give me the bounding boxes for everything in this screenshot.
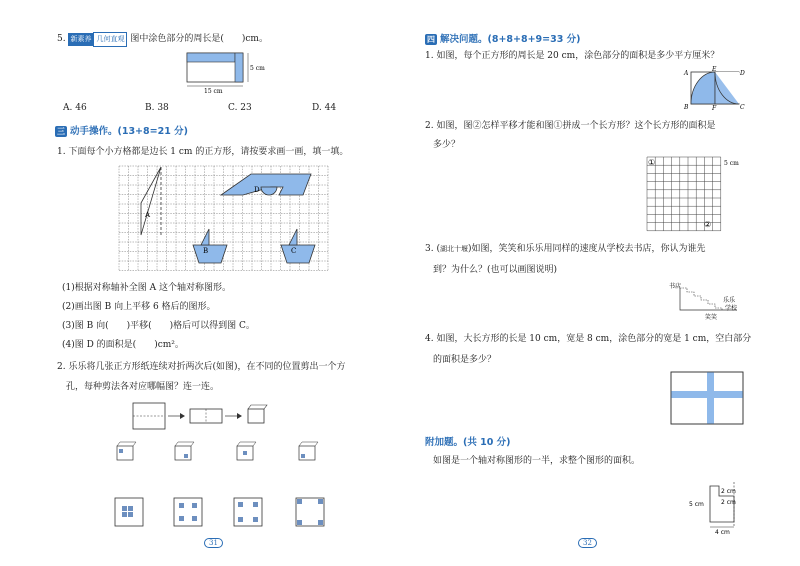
q3-source: 湖北十堰 [439, 245, 468, 253]
section-solve [425, 31, 581, 45]
bonus-text: 如图是一个轴对称图形的一半，求整个图形的面积。 [433, 456, 641, 466]
q1-sub-3: (3)图 B 向( )平移( )格后可以得到图 C。 [62, 321, 255, 331]
right-q2-line2: 多少？ [433, 140, 461, 150]
left-q1-text: 1. 下面每个小方格都是边长 1 cm 的正方形，请按要求画一画，填一填。 [57, 147, 349, 157]
label-xiaoxiao: 笑笑 [705, 314, 718, 321]
bonus-dim-5cm: 5 cm [689, 501, 704, 508]
grid-figure [117, 165, 337, 275]
unfolded-2 [174, 498, 202, 526]
unfolded-4 [296, 498, 324, 526]
label-E: E [712, 66, 717, 73]
shape-c [281, 245, 315, 263]
section-title: 动手操作。(13+8=21 分) [70, 126, 188, 137]
left-q5-line [57, 32, 268, 47]
shape-2-label: ② [704, 220, 712, 229]
label-D: D [740, 70, 745, 77]
label-school: 学校 [725, 305, 738, 312]
label-lele: 乐乐 [723, 297, 736, 304]
right-q1-figure [683, 66, 745, 110]
bonus-dim-2cm-b: 2 cm [721, 499, 736, 506]
section-tag-right: 四 [427, 35, 435, 44]
q5-height-label: 5 cm [250, 65, 265, 72]
right-q2-grid [645, 155, 745, 235]
bonus-dim-4cm: 4 cm [715, 529, 730, 536]
section-hands-on [55, 123, 188, 137]
bonus-dim-2cm-a: 2 cm [721, 488, 736, 495]
label-F: F [712, 105, 717, 112]
unfolded-1 [115, 498, 143, 526]
q3-prefix: 3. ( [425, 244, 440, 254]
folded-2 [175, 442, 194, 460]
label-c: C [291, 247, 297, 255]
label-store: 书店 [669, 283, 682, 290]
q1-sub-1: (1)根据对称轴补全图 A 这个轴对称图形。 [62, 283, 231, 293]
shape-1-label: ① [648, 158, 656, 167]
right-q4-line2: 的面积是多少？ [433, 355, 497, 365]
right-q3-line1 [425, 243, 705, 256]
right-q4-line1: 4. 如图，大长方形的长是 10 cm，宽是 8 cm，涂色部分的宽是 1 cm，空白部分 [425, 334, 752, 344]
q1-sub-2: (2)画出图 B 向上平移 6 格后的图形。 [62, 302, 216, 312]
label-B: B [684, 104, 689, 111]
label-b: B [203, 247, 209, 255]
badge-geometry: 几何直观 [93, 32, 127, 47]
label-d: D [254, 186, 260, 194]
option-b[interactable]: B. 38 [145, 103, 169, 113]
q3-text: )如图，笑笑和乐乐用同样的速度从学校去书店，你认为谁先 [467, 244, 706, 254]
shape-b [193, 245, 227, 263]
folding-sequence [130, 398, 310, 434]
folded-4 [299, 442, 318, 460]
bonus-figure [688, 478, 752, 534]
page-number-left: 31 [204, 538, 223, 548]
label-a: A [145, 211, 151, 219]
page-number-right: 32 [578, 538, 597, 548]
label-A: A [684, 70, 689, 77]
badge-new-literacy: 新素养 [68, 33, 93, 46]
grid-dim-label: 5 cm [724, 160, 739, 167]
right-q4-figure [669, 370, 745, 428]
left-q2-line1: 2. 乐乐将几张正方形纸连续对折两次后(如图)，在不同的位置剪出一个方 [57, 362, 346, 372]
right-q1-text: 1. 如图，每个正方形的周长是 20 cm，涂色部分的面积是多少平方厘米？ [425, 51, 720, 61]
section-title-right: 解决问题。(8+8+8+9=33 分) [440, 34, 581, 45]
q5-figure [180, 48, 265, 96]
q5-width-label: 15 cm [204, 88, 223, 95]
label-C: C [740, 104, 745, 111]
unfolded-variants [110, 494, 330, 530]
right-q3-line2: 到？为什么？(也可以画图说明) [433, 265, 558, 275]
option-a[interactable]: A. 46 [63, 103, 87, 113]
shape-a [141, 167, 161, 235]
unfolded-3 [234, 498, 262, 526]
option-c[interactable]: C. 23 [228, 103, 252, 113]
q1-sub-4: (4)图 D 的面积是( )cm²。 [62, 340, 184, 350]
bonus-title: 附加题。(共 10 分) [425, 437, 511, 448]
q5-text: 图中涂色部分的周长是( )cm。 [130, 34, 268, 44]
folded-3 [237, 442, 256, 460]
section-tag: 三 [57, 127, 65, 136]
right-q3-figure [665, 280, 745, 322]
right-q2-line1: 2. 如图，图②怎样平移才能和图①拼成一个长方形？这个长方形的面积是 [425, 121, 716, 131]
shape-d-arc [261, 187, 277, 195]
folded-variants [112, 440, 322, 466]
folded-1 [117, 442, 136, 460]
q5-number: 5. [57, 34, 66, 44]
left-q2-line2: 孔，每种剪法各对应哪幅图？连一连。 [66, 382, 220, 392]
option-d[interactable]: D. 44 [312, 103, 337, 113]
